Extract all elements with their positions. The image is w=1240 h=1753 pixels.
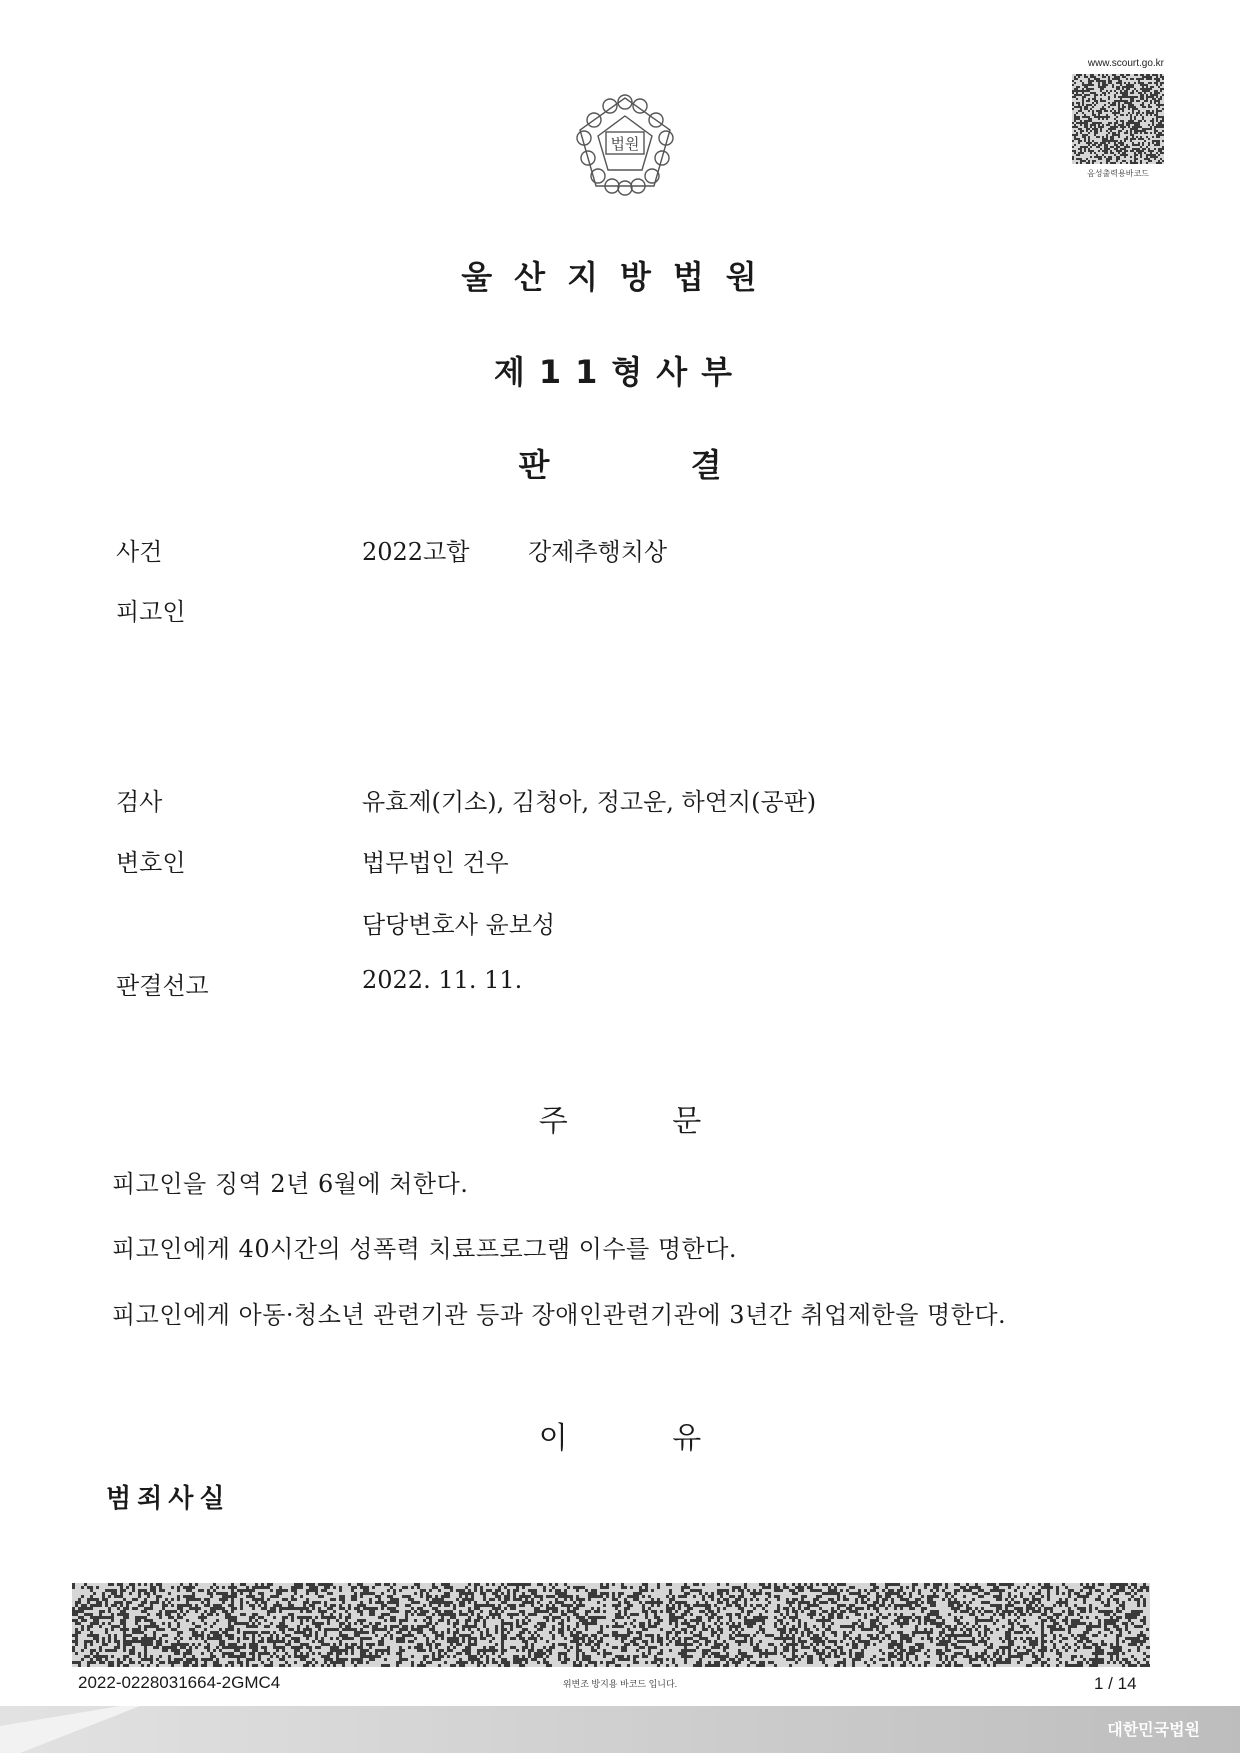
footer-band-text: 대한민국법원: [1107, 1720, 1200, 1739]
qr-caption: 음성출력용바코드: [1087, 169, 1149, 178]
emblem-text: 법원: [610, 135, 640, 153]
qr-code: [1072, 74, 1164, 164]
anti-forgery-note: 위변조 방지용 바코드 입니다.: [562, 1679, 678, 1689]
prosecutors: 유효제(기소), 김청아, 정고운, 하연지(공판): [362, 788, 817, 816]
defendant-label: 피고인: [116, 598, 186, 626]
reasons-title: 이 유: [538, 1421, 702, 1456]
crime-facts-heading: 범죄사실: [106, 1484, 231, 1514]
page-number: 1 / 14: [1094, 1674, 1137, 1693]
case-name: 강제추행치상: [528, 538, 668, 566]
court-name: 울산지방법원: [461, 258, 779, 296]
anti-forgery-barcode: [72, 1583, 1150, 1667]
sentence-date-label: 판결선고: [116, 972, 209, 1000]
footer-band: [0, 1706, 1240, 1753]
order-line: 피고인을 징역 2년 6월에 처한다.: [112, 1170, 469, 1198]
counsel-label: 변호인: [116, 849, 186, 877]
order-line: 피고인에게 40시간의 성폭력 치료프로그램 이수를 명한다.: [112, 1235, 738, 1263]
court-emblem: [570, 90, 680, 200]
division-name: 제11형사부: [493, 353, 747, 391]
order-title: 주 문: [538, 1104, 702, 1139]
order-line: 피고인에게 아동·청소년 관련기관 등과 장애인관련기관에 3년간 취업제한을 명한다.: [112, 1301, 1007, 1329]
prosecutor-label: 검사: [116, 788, 163, 816]
case-label: 사건: [116, 538, 163, 566]
counsel-attorney: 담당변호사 윤보성: [362, 911, 556, 939]
document-code: 2022-0228031664-2GMC4: [78, 1673, 281, 1692]
qr-url: www.scourt.go.kr: [1087, 58, 1164, 69]
counsel-firm: 법무법인 건우: [362, 849, 509, 877]
sentence-date: 2022. 11. 11.: [362, 966, 523, 994]
document-title: 판 결: [518, 446, 722, 484]
case-number: 2022고합: [362, 538, 470, 566]
